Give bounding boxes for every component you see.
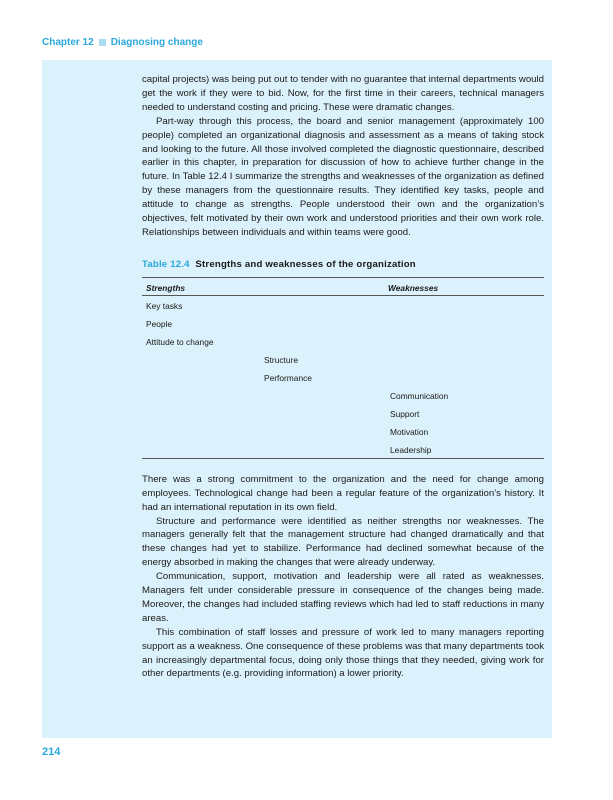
table-row [142, 332, 544, 350]
paragraph: Part-way through this process, the board and senior management (approximately 100 people) completed an organizational diagnosis and assessment as a means of taking stock and looking to the future. All those involved completed the diagnostic questionnaire, described earlier in this chapter, in preparation for discussion of how to achieve further change in the future. In Table 12.4 I summarize the strengths and weaknesses of the organization as defined by these managers from the questionnaire results. They identified key tasks, people and attitude to change as strengths. People understood their own and the organization’s objectives, felt motivated by their own work and understood priorities and their own work role. Relationships between individuals and within teams were good. [142, 115, 544, 238]
table-row [142, 422, 544, 440]
table-number: Table 12.4 [142, 258, 190, 270]
column-header-weaknesses: Weaknesses [388, 282, 439, 293]
paragraph: capital projects) was being put out to tender with no guarantee that internal departments would get the work if they were to bid. Now, for the first time in their careers, technical managers needed to understand costing and pricing. These were dramatic changes. [142, 74, 544, 113]
table-cell: Support [390, 408, 420, 419]
table-cell: Motivation [390, 426, 429, 437]
running-head [42, 37, 203, 48]
table-row [142, 404, 544, 422]
table-row [142, 296, 544, 314]
body-text [142, 73, 544, 681]
table-header-row [142, 278, 544, 296]
table-row [142, 350, 544, 368]
table-cell: Attitude to change [146, 336, 214, 347]
table-title: Strengths and weaknesses of the organization [195, 258, 416, 270]
table-row [142, 386, 544, 404]
paragraph: This combination of staff losses and pressure of work led to many managers reporting support as a weakness. One consequence of these problems was that many departments took an increasingly departmental focus, doing only those things that they needed, giving work for other departments (e.g. providing information) a lower priority. [142, 626, 544, 680]
table-cell: Leadership [390, 444, 432, 455]
chapter-title: Diagnosing change [110, 37, 203, 48]
table-cell: Key tasks [146, 300, 183, 311]
table-cell: Communication [390, 390, 449, 401]
page-number: 214 [42, 746, 61, 758]
column-header-strengths: Strengths [146, 282, 186, 293]
chapter-label: Chapter 12 [42, 37, 94, 48]
table-row [142, 368, 544, 386]
table-caption [142, 258, 544, 272]
table-cell: Structure [264, 354, 298, 365]
table-cell: Performance [264, 372, 312, 383]
table-row [142, 314, 544, 332]
separator-square-icon [99, 39, 106, 46]
paragraph: Structure and performance were identified as neither strengths nor weaknesses. The managers generally felt that the management structure had changed dramatically and that these changes had yet to stabilize. Performance had declined somewhat because of the energy absorbed in making the changes that were already underway. [142, 515, 544, 569]
table-row [142, 440, 544, 458]
strengths-weaknesses-table [142, 277, 544, 459]
paragraph: There was a strong commitment to the organization and the need for change among employees. Technological change had been a regular feature of the organization’s history. It had an international reputation in its own field. [142, 473, 544, 513]
table-cell: People [146, 318, 173, 329]
paragraph: Communication, support, motivation and leadership were all rated as weaknesses. Managers felt under considerable pressure in consequence of the changes being made. Moreover, the changes had included staffing reviews which had led to staff reductions in many areas. [142, 571, 544, 624]
